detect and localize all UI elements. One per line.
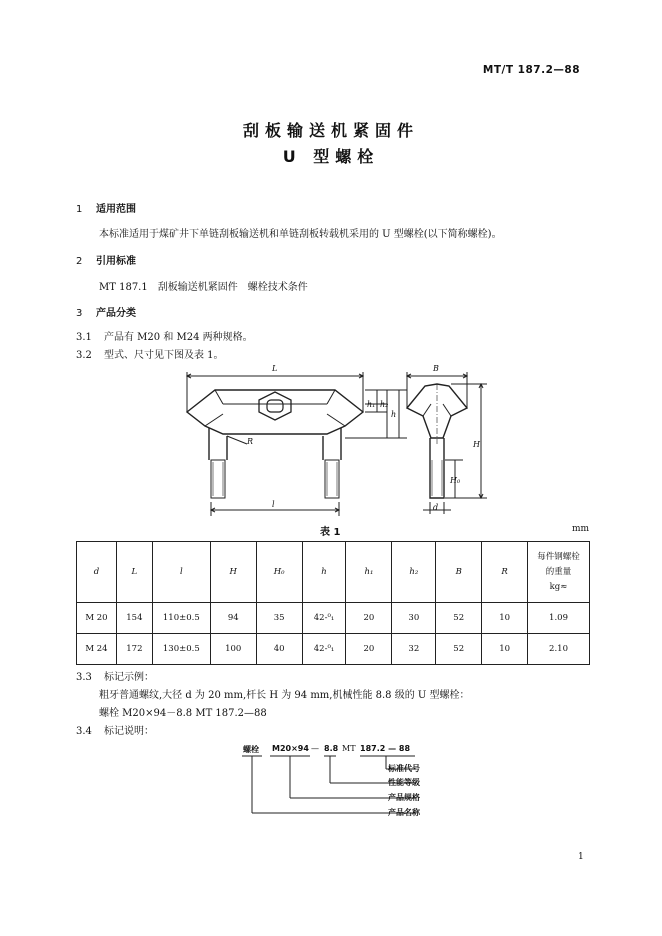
- header-cell: B: [436, 542, 482, 603]
- section-3-1: [76, 328, 253, 343]
- legend-grade: 性能等级: [388, 778, 420, 787]
- section-title: 引用标准: [96, 256, 136, 267]
- dim-label-L: L: [272, 364, 278, 373]
- marking-part-std: 187.2 — 88: [360, 744, 411, 753]
- marking-example: 螺栓 M20×94－8.8 MT 187.2—88: [99, 708, 267, 719]
- header-cell: R: [482, 542, 528, 603]
- marking-part-name: 螺栓: [243, 745, 259, 754]
- section-number: 1: [76, 204, 83, 215]
- clause-text: 标记说明：: [104, 726, 154, 737]
- table-cell: 40: [256, 634, 302, 665]
- section-3-4: [76, 722, 154, 737]
- section-title: 产品分类: [96, 308, 136, 319]
- table-cell: 2.10: [528, 634, 590, 665]
- dim-label-h1: h₁: [367, 400, 376, 409]
- table-cell: M 24: [77, 634, 117, 665]
- section-number: 2: [76, 256, 83, 267]
- weight-header-line: 每件钢螺栓: [537, 551, 580, 562]
- dim-label-h: h: [391, 410, 397, 419]
- table-unit: mm: [572, 524, 590, 534]
- dim-label-R: R: [247, 437, 254, 446]
- clause-number: 3.4: [76, 726, 92, 737]
- section-title: 适用范围: [96, 204, 136, 215]
- doc-title: 刮板输送机紧固件: [242, 121, 419, 140]
- section-3-2: [76, 346, 224, 361]
- section-1-text: 本标准适用于煤矿井下单链刮板输送机和单链刮板转载机采用的 U 型螺栓(以下简称螺栓)。: [99, 229, 502, 240]
- table-cell: 20: [346, 603, 392, 634]
- u-bolt-drawing: [175, 364, 495, 522]
- table-caption: 表 1: [320, 527, 341, 538]
- table-cell: 30: [392, 603, 436, 634]
- section-3-heading: [76, 304, 136, 319]
- marking-part-grade: 8.8: [324, 744, 339, 753]
- table-cell: 32: [392, 634, 436, 665]
- clause-number: 3.1: [76, 332, 92, 343]
- table-row: [77, 603, 590, 634]
- standard-code: MT/T 187.2—88: [482, 64, 580, 76]
- clause-number: 3.2: [76, 350, 92, 361]
- clause-text: 标记示例：: [104, 672, 154, 683]
- section-1-heading: [76, 200, 136, 215]
- table-cell: 110±0.5: [152, 603, 210, 634]
- section-3-3: [76, 668, 154, 683]
- table-header-row: [77, 542, 590, 603]
- table-cell: 10: [482, 603, 528, 634]
- dim-label-l: l: [272, 500, 275, 509]
- table-cell: 42-⁰₁: [302, 603, 346, 634]
- marking-part-spec: M20×94: [272, 744, 309, 753]
- table-cell: 10: [482, 634, 528, 665]
- table-cell: M 20: [77, 603, 117, 634]
- dim-label-H0: H₀: [450, 476, 461, 485]
- legend-spec: 产品规格: [388, 793, 420, 802]
- table-cell: 20: [346, 634, 392, 665]
- page-number: 1: [578, 852, 584, 862]
- clause-text: 产品有 M20 和 M24 两种规格。: [104, 332, 253, 343]
- table-cell: 154: [116, 603, 152, 634]
- legend-standard-code: 标准代号: [388, 764, 420, 773]
- table-cell: 172: [116, 634, 152, 665]
- marking-part-mt: MT: [342, 744, 356, 753]
- spec-table: [76, 541, 590, 665]
- weight-header-line: 的重量: [545, 566, 572, 577]
- table-cell: 52: [436, 634, 482, 665]
- table-row: [77, 634, 590, 665]
- table-cell: 94: [210, 603, 256, 634]
- table-cell: 100: [210, 634, 256, 665]
- header-cell: d: [77, 542, 117, 603]
- legend-name: 产品名称: [388, 808, 420, 817]
- header-cell: H: [210, 542, 256, 603]
- header-cell: h₁: [346, 542, 392, 603]
- header-cell: h₂: [392, 542, 436, 603]
- front-view: [187, 372, 407, 516]
- header-cell: H₀: [256, 542, 302, 603]
- header-cell: L: [116, 542, 152, 603]
- section-2-text: MT 187.1 刮板输送机紧固件 螺栓技术条件: [99, 282, 308, 293]
- header-cell: h: [302, 542, 346, 603]
- header-cell: l: [152, 542, 210, 603]
- dim-label-d: d: [433, 503, 439, 512]
- table-cell: 35: [256, 603, 302, 634]
- marking-example-description: 粗牙普通螺纹,大径 d 为 20 mm,杆长 H 为 94 mm,机械性能 8.8 级的 U 型螺栓：: [99, 690, 470, 701]
- dim-label-h2: h₂: [380, 400, 389, 409]
- header-cell-weight: [528, 542, 590, 603]
- table-cell: 1.09: [528, 603, 590, 634]
- table-cell: 42-⁰₁: [302, 634, 346, 665]
- section-number: 3: [76, 308, 83, 319]
- clause-text: 型式、尺寸见下图及表 1。: [104, 350, 224, 361]
- doc-subtitle: U 型螺栓: [282, 147, 380, 166]
- section-2-heading: [76, 252, 136, 267]
- weight-header-line: kg≈: [549, 581, 568, 592]
- table-cell: 130±0.5: [152, 634, 210, 665]
- dim-label-H: H: [473, 440, 480, 449]
- table-cell: 52: [436, 603, 482, 634]
- clause-number: 3.3: [76, 672, 92, 683]
- dim-label-B: B: [433, 364, 439, 373]
- marking-part-dash: —: [311, 744, 319, 753]
